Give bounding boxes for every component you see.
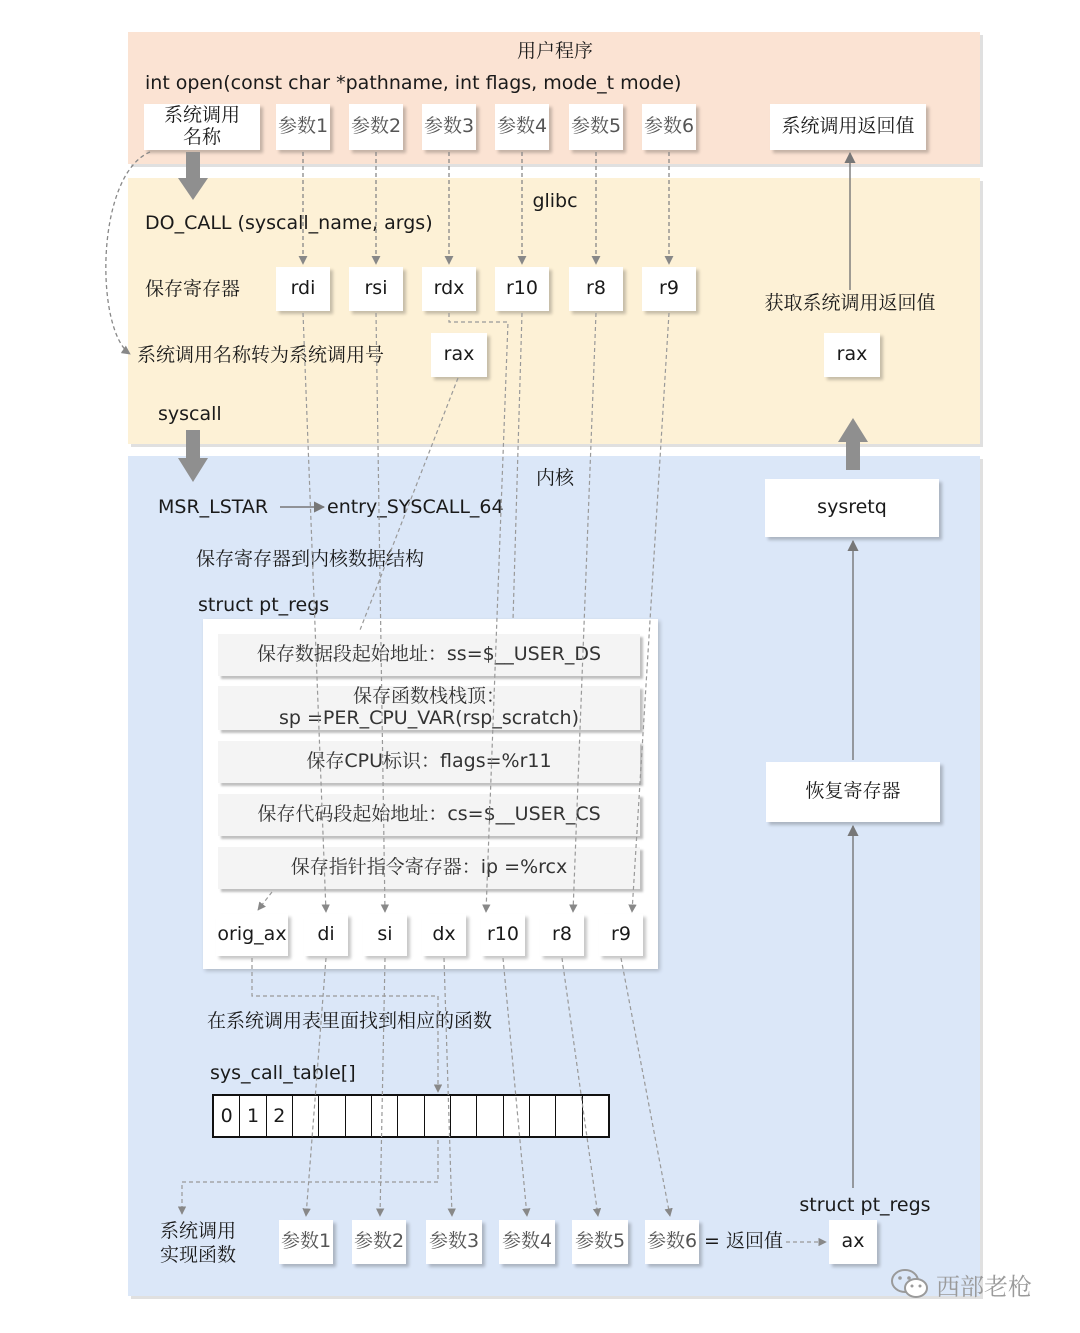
table-cell <box>504 1096 530 1136</box>
table-cell: 2 <box>267 1096 293 1136</box>
field-r10: r10 <box>481 914 525 956</box>
msr-lstar-label: MSR_LSTAR <box>158 496 269 518</box>
rax-return-box: rax <box>824 333 880 377</box>
user-param-3: 参数3 <box>422 104 476 150</box>
user-param-6: 参数6 <box>642 104 696 150</box>
name-to-number-label: 系统调用名称转为系统调用号 <box>137 344 385 366</box>
reg-r9: r9 <box>642 267 696 311</box>
return-value-eq: = 返回值 <box>704 1230 783 1252</box>
impl-param-2: 参数2 <box>352 1220 406 1264</box>
wechat-icon <box>890 1267 930 1301</box>
table-cell: 0 <box>214 1096 240 1136</box>
impl-param-5: 参数5 <box>572 1220 628 1264</box>
get-return-value-label: 获取系统调用返回值 <box>764 292 936 314</box>
save-to-kernel-label: 保存寄存器到内核数据结构 <box>196 548 425 570</box>
pt-regs-row-cs: 保存代码段起始地址：cs=$__USER_CS <box>218 794 640 836</box>
impl-param-3: 参数3 <box>426 1220 482 1264</box>
reg-rdi: rdi <box>276 267 330 311</box>
field-di: di <box>304 914 348 956</box>
pt-regs-row-flags: 保存CPU标识：flags=%r11 <box>218 741 640 783</box>
save-registers-label: 保存寄存器 <box>145 278 241 300</box>
do-call-label: DO_CALL (syscall_name, args) <box>145 212 433 234</box>
table-cell: 1 <box>240 1096 266 1136</box>
field-si: si <box>363 914 407 956</box>
user-param-1: 参数1 <box>276 104 330 150</box>
table-cell <box>425 1096 451 1136</box>
syscall-name-box: 系统调用 名称 <box>144 104 260 150</box>
field-r9: r9 <box>599 914 643 956</box>
sysretq-box: sysretq <box>765 479 939 537</box>
table-cell <box>556 1096 582 1136</box>
sys-call-table-label: sys_call_table[] <box>210 1062 356 1084</box>
impl-param-4: 参数4 <box>499 1220 555 1264</box>
pt-regs-row-ss: 保存数据段起始地址：ss=$__USER_DS <box>218 634 640 676</box>
table-cell <box>319 1096 345 1136</box>
lookup-label: 在系统调用表里面找到相应的函数 <box>207 1010 493 1032</box>
reg-rsi: rsi <box>349 267 403 311</box>
pt-regs-label: struct pt_regs <box>198 594 330 616</box>
table-cell <box>346 1096 372 1136</box>
impl-param-6: 参数6 <box>645 1220 699 1264</box>
impl-param-1: 参数1 <box>279 1220 333 1264</box>
pt-regs-row-sp: 保存函数栈栈顶： sp =PER_CPU_VAR(rsp_scratch) <box>218 686 640 730</box>
field-dx: dx <box>422 914 466 956</box>
table-cell <box>530 1096 556 1136</box>
syscall-return-value-box: 系统调用返回值 <box>770 104 926 150</box>
syscall-label: syscall <box>158 403 222 425</box>
user-layer-title: 用户程序 <box>516 40 593 62</box>
struct-pt-regs-right-label: struct pt_regs <box>799 1194 931 1216</box>
watermark-text: 西部老枪 <box>936 1272 1032 1301</box>
open-signature: int open(const char *pathname, int flags, mode_t mode) <box>145 72 682 94</box>
table-cell <box>583 1096 608 1136</box>
field-orig-ax: orig_ax <box>216 914 288 956</box>
pt-regs-row-ip: 保存指针指令寄存器：ip =%rcx <box>218 847 640 889</box>
table-cell <box>477 1096 503 1136</box>
user-param-4: 参数4 <box>495 104 549 150</box>
reg-r10: r10 <box>495 267 549 311</box>
reg-rdx: rdx <box>422 267 476 311</box>
watermark <box>890 1262 1060 1306</box>
reg-r8: r8 <box>569 267 623 311</box>
field-r8: r8 <box>540 914 584 956</box>
table-cell <box>293 1096 319 1136</box>
table-cell <box>398 1096 424 1136</box>
glibc-layer-title: glibc <box>532 190 578 212</box>
entry-syscall-64-label: entry_SYSCALL_64 <box>327 496 504 518</box>
table-cell <box>451 1096 477 1136</box>
rax-box: rax <box>431 333 487 377</box>
user-param-2: 参数2 <box>349 104 403 150</box>
kernel-layer-title: 内核 <box>535 467 574 489</box>
user-param-5: 参数5 <box>569 104 623 150</box>
restore-registers-box: 恢复寄存器 <box>766 762 940 822</box>
impl-function-label: 系统调用 实现函数 <box>160 1220 237 1266</box>
table-cell <box>372 1096 398 1136</box>
sys-call-table <box>212 1094 610 1138</box>
ax-box: ax <box>829 1220 877 1264</box>
